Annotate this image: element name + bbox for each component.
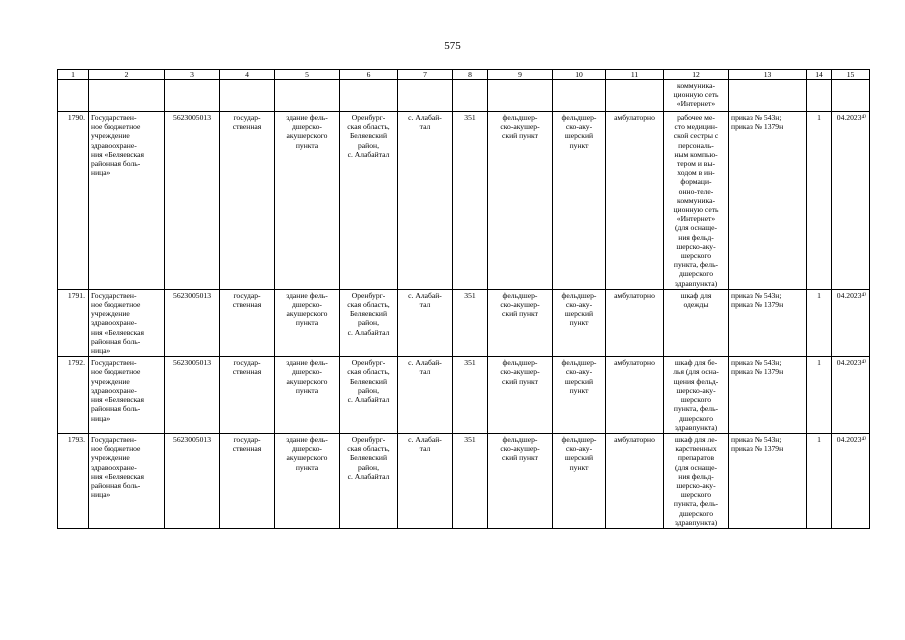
column-header-7: 7 — [398, 70, 453, 80]
cell-address: Оренбург- ская область, Беляевский район, с. Алабайтал — [340, 289, 398, 356]
cell-building-type: здание фель- дшерско- акушерского пункта — [275, 289, 340, 356]
cell-deadline: 04.2023⁴⁾ — [832, 112, 870, 290]
cell-unit-kind: фельдшер- ско-аку- шерский пункт — [553, 433, 606, 528]
cell-row-number: 1791. — [58, 289, 89, 356]
column-header-12: 12 — [664, 70, 729, 80]
cell-care-form — [606, 80, 664, 112]
cell-quantity: 1 — [807, 289, 832, 356]
cell-unit-kind: фельдшер- ско-аку- шерский пункт — [553, 289, 606, 356]
column-header-10: 10 — [553, 70, 606, 80]
cell-quantity: 1 — [807, 112, 832, 290]
register-table — [57, 69, 870, 529]
cell-quantity: 1 — [807, 357, 832, 434]
column-header-9: 9 — [488, 70, 553, 80]
cell-settlement: с. Алабай- тал — [398, 357, 453, 434]
cell-institution-name: Государствен- ное бюджетное учреждение здравоохране- ния «Беляевская районная боль- ница» — [89, 433, 165, 528]
cell-deadline: 04.2023⁴⁾ — [832, 357, 870, 434]
cell-care-form: амбулаторно — [606, 357, 664, 434]
table-row — [58, 80, 870, 112]
cell-ownership-form: государ- ственная — [220, 289, 275, 356]
cell-address: Оренбург- ская область, Беляевский район, с. Алабайтал — [340, 433, 398, 528]
cell-institution-name: Государствен- ное бюджетное учреждение здравоохране- ния «Беляевская районная боль- ница» — [89, 357, 165, 434]
cell-address — [340, 80, 398, 112]
cell-address: Оренбург- ская область, Беляевский район, с. Алабайтал — [340, 112, 398, 290]
cell-unit-type: фельдшер- ско-акушер- ский пункт — [488, 289, 553, 356]
cell-building-type: здание фель- дшерско- акушерского пункта — [275, 112, 340, 290]
table-row — [58, 433, 870, 528]
cell-settlement: с. Алабай- тал — [398, 112, 453, 290]
cell-legal-basis — [729, 80, 807, 112]
cell-quantity: 1 — [807, 433, 832, 528]
cell-inn: 5623005013 — [165, 357, 220, 434]
cell-care-form: амбулаторно — [606, 112, 664, 290]
cell-care-form: амбулаторно — [606, 289, 664, 356]
cell-inn: 5623005013 — [165, 289, 220, 356]
column-header-5: 5 — [275, 70, 340, 80]
column-header-1: 1 — [58, 70, 89, 80]
column-header-13: 13 — [729, 70, 807, 80]
cell-settlement: с. Алабай- тал — [398, 433, 453, 528]
cell-deadline: 04.2023⁴⁾ — [832, 289, 870, 356]
cell-legal-basis: приказ № 543н; приказ № 1379н — [729, 289, 807, 356]
cell-equipment: рабочее ме- сто медицин- ской сестры с персональ- ным компью- тером и вы- ходом в ин- формаци- онно-теле- коммуника- ционную сеть «Интернет» (для оснаще- ния фельд- шерско-аку- шерского пункта, фель- дшерского здравпункта) — [664, 112, 729, 290]
column-header-8: 8 — [453, 70, 488, 80]
cell-deadline: 04.2023⁴⁾ — [832, 433, 870, 528]
page-number: 575 — [444, 40, 461, 52]
cell-ownership-form — [220, 80, 275, 112]
cell-inn — [165, 80, 220, 112]
cell-code: 351 — [453, 433, 488, 528]
cell-building-type — [275, 80, 340, 112]
cell-inn: 5623005013 — [165, 112, 220, 290]
cell-settlement: с. Алабай- тал — [398, 289, 453, 356]
cell-quantity — [807, 80, 832, 112]
cell-unit-type — [488, 80, 553, 112]
column-header-3: 3 — [165, 70, 220, 80]
table-row — [58, 112, 870, 290]
cell-unit-kind: фельдшер- ско-аку- шерский пункт — [553, 112, 606, 290]
cell-care-form: амбулаторно — [606, 433, 664, 528]
cell-unit-kind — [553, 80, 606, 112]
cell-ownership-form: государ- ственная — [220, 112, 275, 290]
cell-settlement — [398, 80, 453, 112]
column-header-6: 6 — [340, 70, 398, 80]
cell-unit-type: фельдшер- ско-акушер- ский пункт — [488, 357, 553, 434]
column-header-15: 15 — [832, 70, 870, 80]
cell-equipment: коммуника- ционную сеть «Интернет» — [664, 80, 729, 112]
column-header-14: 14 — [807, 70, 832, 80]
cell-equipment: шкаф для бе- лья (для осна- щения фельд- шерско-аку- шерского пункта, фель- дшерского здравпункта) — [664, 357, 729, 434]
cell-code: 351 — [453, 289, 488, 356]
cell-legal-basis: приказ № 543н; приказ № 1379н — [729, 112, 807, 290]
table-row — [58, 289, 870, 356]
cell-code — [453, 80, 488, 112]
cell-institution-name — [89, 80, 165, 112]
cell-row-number — [58, 80, 89, 112]
cell-unit-type: фельдшер- ско-акушер- ский пункт — [488, 433, 553, 528]
cell-unit-type: фельдшер- ско-акушер- ский пункт — [488, 112, 553, 290]
cell-ownership-form: государ- ственная — [220, 433, 275, 528]
cell-institution-name: Государствен- ное бюджетное учреждение здравоохране- ния «Беляевская районная боль- ница» — [89, 289, 165, 356]
cell-legal-basis: приказ № 543н; приказ № 1379н — [729, 357, 807, 434]
cell-institution-name: Государствен- ное бюджетное учреждение здравоохране- ния «Беляевская районная боль- ница» — [89, 112, 165, 290]
cell-inn: 5623005013 — [165, 433, 220, 528]
cell-row-number: 1793. — [58, 433, 89, 528]
cell-code: 351 — [453, 357, 488, 434]
column-header-11: 11 — [606, 70, 664, 80]
cell-legal-basis: приказ № 543н; приказ № 1379н — [729, 433, 807, 528]
cell-ownership-form: государ- ственная — [220, 357, 275, 434]
cell-row-number: 1792. — [58, 357, 89, 434]
cell-address: Оренбург- ская область, Беляевский район, с. Алабайтал — [340, 357, 398, 434]
cell-equipment: шкаф для ле- карственных препаратов (для оснаще- ния фельд- шерско-аку- шерского пункта, фель- дшерского здравпункта) — [664, 433, 729, 528]
cell-code: 351 — [453, 112, 488, 290]
column-header-4: 4 — [220, 70, 275, 80]
cell-building-type: здание фель- дшерско- акушерского пункта — [275, 357, 340, 434]
table-header-row — [58, 70, 870, 80]
table-body — [58, 70, 870, 529]
table-row — [58, 357, 870, 434]
cell-building-type: здание фель- дшерско- акушерского пункта — [275, 433, 340, 528]
cell-unit-kind: фельдшер- ско-аку- шерский пункт — [553, 357, 606, 434]
cell-equipment: шкаф для одежды — [664, 289, 729, 356]
cell-deadline — [832, 80, 870, 112]
cell-row-number: 1790. — [58, 112, 89, 290]
column-header-2: 2 — [89, 70, 165, 80]
